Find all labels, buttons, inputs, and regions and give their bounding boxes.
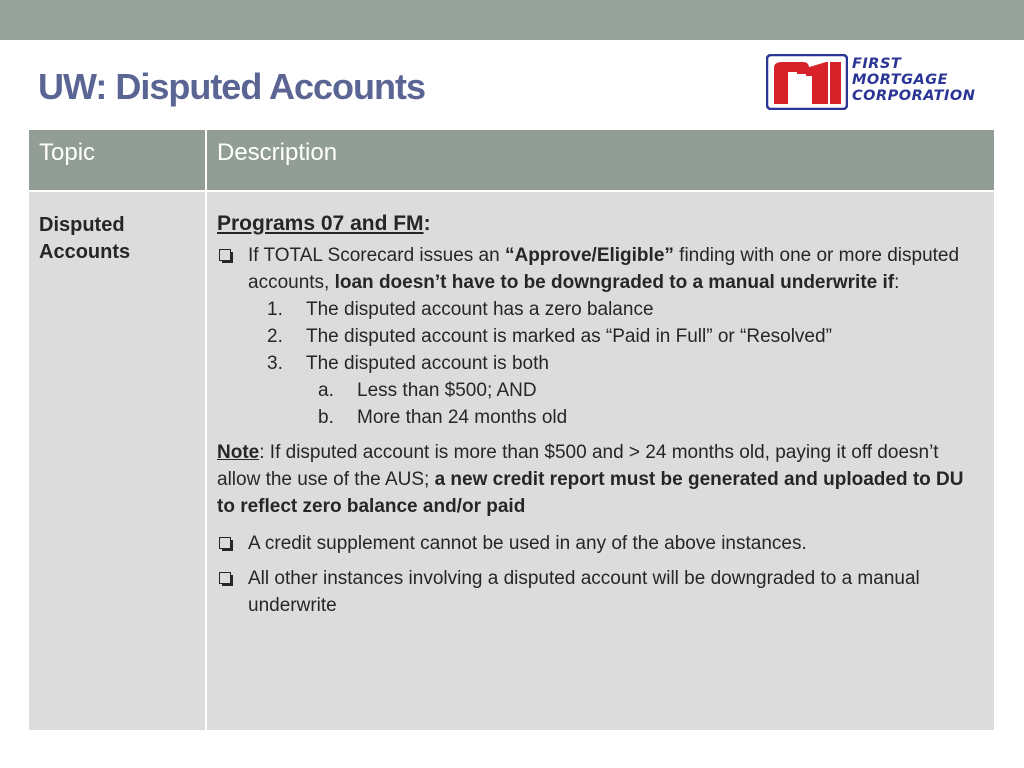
list-number: 1. [267, 299, 283, 320]
topic-description-table [27, 128, 996, 732]
list-item [217, 530, 984, 557]
checkbox-bullet-icon [219, 249, 231, 261]
list-item [217, 296, 984, 323]
list-item-text: The disputed account is marked as “Paid in Full” or “Resolved” [306, 326, 832, 347]
topic-line-1: Disputed [39, 214, 125, 236]
bullet1-bold-2: loan doesn’t have to be downgraded to a manual underwrite if [334, 272, 895, 293]
list-item-text: The disputed account has a zero balance [306, 299, 654, 320]
programs-heading-text: Programs 07 and FM [217, 212, 424, 235]
header-description: Description [206, 129, 995, 191]
company-logo-mark-icon [766, 54, 848, 110]
list-item [217, 377, 984, 404]
note-bold-text: a new credit report must be generated and uploaded to DU to reflect zero balance and/or paid [217, 469, 964, 517]
list-number: 2. [267, 326, 283, 347]
condition-list [217, 296, 984, 431]
company-name-line-2: MORTGAGE [852, 72, 949, 88]
list-item-text: More than 24 months old [357, 407, 568, 428]
list-item [217, 350, 984, 377]
topic-cell [28, 191, 206, 731]
table-row [28, 191, 995, 731]
company-name [852, 56, 975, 104]
topic-line-2: Accounts [39, 241, 131, 263]
checkbox-bullet-icon [219, 537, 231, 549]
bullet1-text-2: finding with one or more disputed accounts, [248, 245, 960, 293]
bullet1-text-3: : [894, 272, 900, 293]
company-name-line-3: CORPORATION [852, 88, 976, 104]
list-item-text: The disputed account is both [306, 353, 549, 374]
bullet3-text: All other instances involving a disputed account will be downgraded to a manual underwrite [248, 568, 920, 616]
description-cell [206, 191, 995, 731]
list-item [217, 404, 984, 431]
list-letter: b. [318, 407, 334, 428]
company-logo [766, 54, 986, 112]
programs-heading-colon: : [423, 212, 431, 235]
list-item [217, 323, 984, 350]
bullet1-text-1: If TOTAL Scorecard issues an [248, 245, 505, 266]
checkbox-bullet-icon [219, 572, 231, 584]
list-item [217, 565, 984, 619]
note-label: Note [217, 442, 260, 463]
header-topic: Topic [28, 129, 206, 191]
bullet1-bold-1: “Approve/Eligible” [504, 245, 674, 266]
list-letter: a. [318, 380, 334, 401]
note-paragraph [217, 439, 984, 520]
slide-title: UW: Disputed Accounts [38, 66, 426, 107]
bullet2-text: A credit supplement cannot be used in any of the above instances. [248, 533, 807, 554]
list-number: 3. [267, 353, 283, 374]
table-header-row [28, 129, 995, 191]
programs-heading [217, 210, 984, 237]
note-text: : If disputed account is more than $500 and > 24 months old, paying it off doesn’t allow the use of the AUS; [217, 442, 939, 490]
top-banner-bar [0, 0, 1024, 40]
company-name-line-1: FIRST [852, 56, 902, 72]
list-item-text: Less than $500; AND [357, 380, 537, 401]
list-item [217, 242, 984, 296]
